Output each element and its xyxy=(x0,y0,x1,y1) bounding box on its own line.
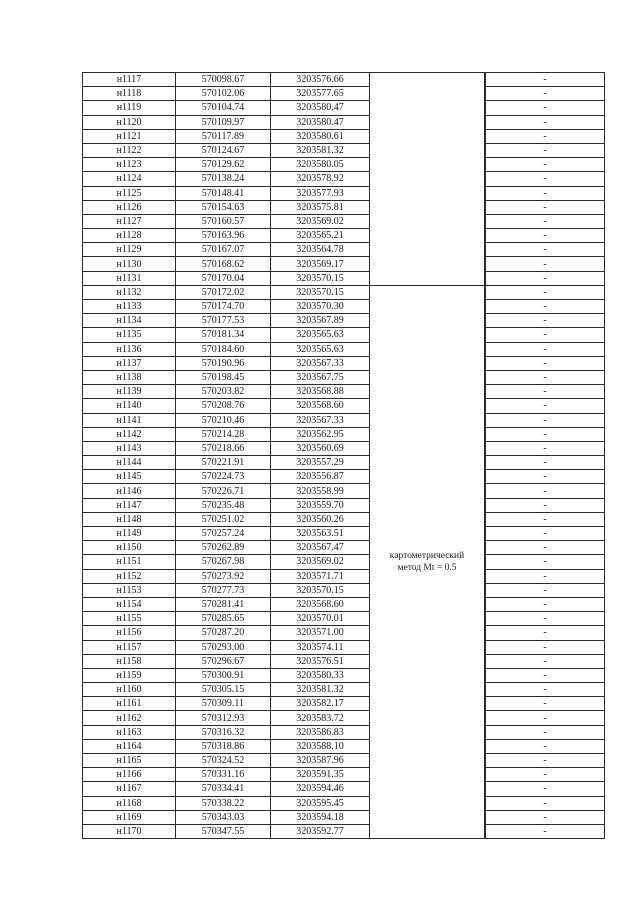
point-id-cell: н1147 xyxy=(83,498,176,512)
table-row xyxy=(83,413,605,427)
point-id-cell: н1122 xyxy=(83,143,176,157)
x-coordinate-cell: 570221.91 xyxy=(176,456,271,470)
point-id-cell: н1132 xyxy=(83,285,176,299)
x-coordinate-cell: 570251.02 xyxy=(176,512,271,526)
table-row xyxy=(83,115,605,129)
table-row xyxy=(83,214,605,228)
point-id-cell: н1158 xyxy=(83,654,176,668)
dash-cell: - xyxy=(486,87,605,101)
method-label-line2: метод Mt = 0.5 xyxy=(397,562,457,573)
dash-cell: - xyxy=(486,115,605,129)
table-row xyxy=(83,796,605,810)
x-coordinate-cell: 570262.89 xyxy=(176,541,271,555)
dash-cell: - xyxy=(486,739,605,753)
y-coordinate-cell: 3203588.10 xyxy=(271,739,370,753)
table-row xyxy=(83,243,605,257)
dash-cell: - xyxy=(486,782,605,796)
dash-cell: - xyxy=(486,101,605,115)
table-row xyxy=(83,427,605,441)
dash-cell: - xyxy=(486,498,605,512)
dash-cell: - xyxy=(486,796,605,810)
x-coordinate-cell: 570208.76 xyxy=(176,399,271,413)
point-id-cell: н1154 xyxy=(83,597,176,611)
point-id-cell: н1155 xyxy=(83,612,176,626)
table-row xyxy=(83,328,605,342)
point-id-cell: н1144 xyxy=(83,456,176,470)
table-row xyxy=(83,583,605,597)
point-id-cell: н1157 xyxy=(83,640,176,654)
y-coordinate-cell: 3203560.26 xyxy=(271,512,370,526)
x-coordinate-cell: 570104.74 xyxy=(176,101,271,115)
y-coordinate-cell: 3203581.32 xyxy=(271,683,370,697)
y-coordinate-cell: 3203563.51 xyxy=(271,527,370,541)
point-id-cell: н1117 xyxy=(83,73,176,87)
dash-cell: - xyxy=(486,441,605,455)
y-coordinate-cell: 3203577.93 xyxy=(271,186,370,200)
dash-cell: - xyxy=(486,314,605,328)
x-coordinate-cell: 570124.67 xyxy=(176,143,271,157)
table-row xyxy=(83,654,605,668)
table-row xyxy=(83,342,605,356)
point-id-cell: н1125 xyxy=(83,186,176,200)
point-id-cell: н1121 xyxy=(83,129,176,143)
point-id-cell: н1161 xyxy=(83,697,176,711)
dash-cell: - xyxy=(486,73,605,87)
point-id-cell: н1119 xyxy=(83,101,176,115)
point-id-cell: н1160 xyxy=(83,683,176,697)
y-coordinate-cell: 3203568.60 xyxy=(271,597,370,611)
dash-cell: - xyxy=(486,555,605,569)
y-coordinate-cell: 3203564.78 xyxy=(271,243,370,257)
x-coordinate-cell: 570190.96 xyxy=(176,356,271,370)
table-row xyxy=(83,683,605,697)
point-id-cell: н1140 xyxy=(83,399,176,413)
y-coordinate-cell: 3203580.33 xyxy=(271,668,370,682)
y-coordinate-cell: 3203570.30 xyxy=(271,300,370,314)
x-coordinate-cell: 570138.24 xyxy=(176,172,271,186)
point-id-cell: н1136 xyxy=(83,342,176,356)
table-row xyxy=(83,597,605,611)
x-coordinate-cell: 570257.24 xyxy=(176,527,271,541)
table-row xyxy=(83,356,605,370)
y-coordinate-cell: 3203565.63 xyxy=(271,328,370,342)
y-coordinate-cell: 3203587.96 xyxy=(271,754,370,768)
dash-cell: - xyxy=(486,243,605,257)
y-coordinate-cell: 3203560.69 xyxy=(271,441,370,455)
point-id-cell: н1169 xyxy=(83,810,176,824)
dash-cell: - xyxy=(486,569,605,583)
dash-cell: - xyxy=(486,597,605,611)
dash-cell: - xyxy=(486,257,605,271)
table-row xyxy=(83,484,605,498)
table-row xyxy=(83,498,605,512)
x-coordinate-cell: 570168.62 xyxy=(176,257,271,271)
point-id-cell: н1151 xyxy=(83,555,176,569)
x-coordinate-cell: 570098.67 xyxy=(176,73,271,87)
table-row xyxy=(83,470,605,484)
y-coordinate-cell: 3203559.70 xyxy=(271,498,370,512)
point-id-cell: н1159 xyxy=(83,668,176,682)
table-row xyxy=(83,725,605,739)
x-coordinate-cell: 570163.96 xyxy=(176,229,271,243)
point-id-cell: н1152 xyxy=(83,569,176,583)
dash-cell: - xyxy=(486,697,605,711)
y-coordinate-cell: 3203556.87 xyxy=(271,470,370,484)
point-id-cell: н1156 xyxy=(83,626,176,640)
y-coordinate-cell: 3203594.18 xyxy=(271,810,370,824)
table-row xyxy=(83,271,605,285)
point-id-cell: н1126 xyxy=(83,200,176,214)
x-coordinate-cell: 570160.57 xyxy=(176,214,271,228)
y-coordinate-cell: 3203571.00 xyxy=(271,626,370,640)
table-row xyxy=(83,300,605,314)
method-cell-empty xyxy=(370,73,485,286)
y-coordinate-cell: 3203580.47 xyxy=(271,115,370,129)
x-coordinate-cell: 570174.70 xyxy=(176,300,271,314)
table-row xyxy=(83,229,605,243)
table-row xyxy=(83,541,605,555)
x-coordinate-cell: 570102.06 xyxy=(176,87,271,101)
table-row xyxy=(83,697,605,711)
point-id-cell: н1139 xyxy=(83,385,176,399)
x-coordinate-cell: 570203.82 xyxy=(176,385,271,399)
point-id-cell: н1141 xyxy=(83,413,176,427)
point-id-cell: н1148 xyxy=(83,512,176,526)
table-row xyxy=(83,456,605,470)
y-coordinate-cell: 3203557.29 xyxy=(271,456,370,470)
dash-cell: - xyxy=(486,214,605,228)
dash-cell: - xyxy=(486,583,605,597)
point-id-cell: н1143 xyxy=(83,441,176,455)
dash-cell: - xyxy=(486,385,605,399)
dash-cell: - xyxy=(486,413,605,427)
dash-cell: - xyxy=(486,271,605,285)
point-id-cell: н1146 xyxy=(83,484,176,498)
x-coordinate-cell: 570273.92 xyxy=(176,569,271,583)
table-row xyxy=(83,370,605,384)
table-row xyxy=(83,129,605,143)
table-row xyxy=(83,754,605,768)
x-coordinate-cell: 570210.46 xyxy=(176,413,271,427)
dash-cell: - xyxy=(486,810,605,824)
dash-cell: - xyxy=(486,527,605,541)
point-id-cell: н1123 xyxy=(83,158,176,172)
point-id-cell: н1118 xyxy=(83,87,176,101)
point-id-cell: н1164 xyxy=(83,739,176,753)
x-coordinate-cell: 570218.66 xyxy=(176,441,271,455)
y-coordinate-cell: 3203583.72 xyxy=(271,711,370,725)
y-coordinate-cell: 3203571.71 xyxy=(271,569,370,583)
x-coordinate-cell: 570287.20 xyxy=(176,626,271,640)
y-coordinate-cell: 3203565.21 xyxy=(271,229,370,243)
y-coordinate-cell: 3203594.46 xyxy=(271,782,370,796)
x-coordinate-cell: 570331.16 xyxy=(176,768,271,782)
y-coordinate-cell: 3203568.88 xyxy=(271,385,370,399)
table-row xyxy=(83,527,605,541)
dash-cell: - xyxy=(486,328,605,342)
dash-cell: - xyxy=(486,612,605,626)
method-label-line1: картометрический xyxy=(389,550,465,561)
dash-cell: - xyxy=(486,158,605,172)
table-row xyxy=(83,200,605,214)
table-row xyxy=(83,441,605,455)
x-coordinate-cell: 570224.73 xyxy=(176,470,271,484)
dash-cell: - xyxy=(486,768,605,782)
dash-cell: - xyxy=(486,654,605,668)
point-id-cell: н1162 xyxy=(83,711,176,725)
x-coordinate-cell: 570305.15 xyxy=(176,683,271,697)
table-row xyxy=(83,101,605,115)
x-coordinate-cell: 570235.48 xyxy=(176,498,271,512)
dash-cell: - xyxy=(486,229,605,243)
table-row xyxy=(83,385,605,399)
point-id-cell: н1165 xyxy=(83,754,176,768)
x-coordinate-cell: 570184.60 xyxy=(176,342,271,356)
table-row xyxy=(83,569,605,583)
table-row xyxy=(83,824,605,838)
dash-cell: - xyxy=(486,626,605,640)
table-row xyxy=(83,285,605,299)
y-coordinate-cell: 3203569.17 xyxy=(271,257,370,271)
dash-cell: - xyxy=(486,470,605,484)
dash-cell: - xyxy=(486,512,605,526)
x-coordinate-cell: 570316.32 xyxy=(176,725,271,739)
y-coordinate-cell: 3203574.11 xyxy=(271,640,370,654)
y-coordinate-cell: 3203568.60 xyxy=(271,399,370,413)
y-coordinate-cell: 3203591.35 xyxy=(271,768,370,782)
x-coordinate-cell: 570267.98 xyxy=(176,555,271,569)
table-row xyxy=(83,739,605,753)
point-id-cell: н1128 xyxy=(83,229,176,243)
x-coordinate-cell: 570318.86 xyxy=(176,739,271,753)
table-row xyxy=(83,626,605,640)
y-coordinate-cell: 3203577.65 xyxy=(271,87,370,101)
y-coordinate-cell: 3203565.63 xyxy=(271,342,370,356)
x-coordinate-cell: 570198.45 xyxy=(176,370,271,384)
point-id-cell: н1124 xyxy=(83,172,176,186)
dash-cell: - xyxy=(486,754,605,768)
point-id-cell: н1142 xyxy=(83,427,176,441)
x-coordinate-cell: 570226.71 xyxy=(176,484,271,498)
x-coordinate-cell: 570148.41 xyxy=(176,186,271,200)
point-id-cell: н1129 xyxy=(83,243,176,257)
dash-cell: - xyxy=(486,711,605,725)
y-coordinate-cell: 3203576.51 xyxy=(271,654,370,668)
table-row xyxy=(83,257,605,271)
table-row xyxy=(83,87,605,101)
y-coordinate-cell: 3203595.45 xyxy=(271,796,370,810)
x-coordinate-cell: 570129.62 xyxy=(176,158,271,172)
table-row xyxy=(83,73,605,87)
point-id-cell: н1168 xyxy=(83,796,176,810)
x-coordinate-cell: 570343.03 xyxy=(176,810,271,824)
dash-cell: - xyxy=(486,129,605,143)
dash-cell: - xyxy=(486,370,605,384)
point-id-cell: н1137 xyxy=(83,356,176,370)
x-coordinate-cell: 570170.04 xyxy=(176,271,271,285)
y-coordinate-cell: 3203576.66 xyxy=(271,73,370,87)
point-id-cell: н1153 xyxy=(83,583,176,597)
x-coordinate-cell: 570117.89 xyxy=(176,129,271,143)
x-coordinate-cell: 570154.63 xyxy=(176,200,271,214)
method-label xyxy=(390,550,464,574)
dash-cell: - xyxy=(486,342,605,356)
point-id-cell: н1138 xyxy=(83,370,176,384)
dash-cell: - xyxy=(486,668,605,682)
y-coordinate-cell: 3203562.95 xyxy=(271,427,370,441)
dash-cell: - xyxy=(486,143,605,157)
x-coordinate-cell: 570309.11 xyxy=(176,697,271,711)
y-coordinate-cell: 3203567.33 xyxy=(271,413,370,427)
y-coordinate-cell: 3203569.02 xyxy=(271,214,370,228)
x-coordinate-cell: 570285.65 xyxy=(176,612,271,626)
dash-cell: - xyxy=(486,824,605,838)
point-id-cell: н1131 xyxy=(83,271,176,285)
x-coordinate-cell: 570347.55 xyxy=(176,824,271,838)
point-id-cell: н1150 xyxy=(83,541,176,555)
x-coordinate-cell: 570281.41 xyxy=(176,597,271,611)
y-coordinate-cell: 3203582.17 xyxy=(271,697,370,711)
x-coordinate-cell: 570214.28 xyxy=(176,427,271,441)
dash-cell: - xyxy=(486,399,605,413)
x-coordinate-cell: 570109.97 xyxy=(176,115,271,129)
dash-cell: - xyxy=(486,172,605,186)
x-coordinate-cell: 570296.67 xyxy=(176,654,271,668)
point-id-cell: н1130 xyxy=(83,257,176,271)
coordinates-table xyxy=(82,72,605,839)
y-coordinate-cell: 3203578.92 xyxy=(271,172,370,186)
point-id-cell: н1167 xyxy=(83,782,176,796)
point-id-cell: н1133 xyxy=(83,300,176,314)
y-coordinate-cell: 3203581.32 xyxy=(271,143,370,157)
point-id-cell: н1120 xyxy=(83,115,176,129)
table-row xyxy=(83,143,605,157)
dash-cell: - xyxy=(486,285,605,299)
dash-cell: - xyxy=(486,186,605,200)
table-row xyxy=(83,640,605,654)
x-coordinate-cell: 570312.93 xyxy=(176,711,271,725)
y-coordinate-cell: 3203558.99 xyxy=(271,484,370,498)
y-coordinate-cell: 3203570.15 xyxy=(271,271,370,285)
y-coordinate-cell: 3203569.02 xyxy=(271,555,370,569)
y-coordinate-cell: 3203586.83 xyxy=(271,725,370,739)
dash-cell: - xyxy=(486,541,605,555)
point-id-cell: н1127 xyxy=(83,214,176,228)
table-row xyxy=(83,668,605,682)
y-coordinate-cell: 3203567.89 xyxy=(271,314,370,328)
y-coordinate-cell: 3203580.47 xyxy=(271,101,370,115)
table-row xyxy=(83,711,605,725)
point-id-cell: н1170 xyxy=(83,824,176,838)
dash-cell: - xyxy=(486,427,605,441)
x-coordinate-cell: 570293.00 xyxy=(176,640,271,654)
x-coordinate-cell: 570334.41 xyxy=(176,782,271,796)
table-row xyxy=(83,782,605,796)
method-cell xyxy=(370,285,485,838)
x-coordinate-cell: 570167.07 xyxy=(176,243,271,257)
y-coordinate-cell: 3203592.77 xyxy=(271,824,370,838)
x-coordinate-cell: 570177.53 xyxy=(176,314,271,328)
x-coordinate-cell: 570338.22 xyxy=(176,796,271,810)
y-coordinate-cell: 3203567.75 xyxy=(271,370,370,384)
table-row xyxy=(83,612,605,626)
point-id-cell: н1134 xyxy=(83,314,176,328)
x-coordinate-cell: 570324.52 xyxy=(176,754,271,768)
point-id-cell: н1166 xyxy=(83,768,176,782)
y-coordinate-cell: 3203575.81 xyxy=(271,200,370,214)
dash-cell: - xyxy=(486,300,605,314)
point-id-cell: н1163 xyxy=(83,725,176,739)
table-row xyxy=(83,172,605,186)
x-coordinate-cell: 570300.91 xyxy=(176,668,271,682)
x-coordinate-cell: 570172.02 xyxy=(176,285,271,299)
point-id-cell: н1145 xyxy=(83,470,176,484)
dash-cell: - xyxy=(486,725,605,739)
y-coordinate-cell: 3203580.05 xyxy=(271,158,370,172)
table-row xyxy=(83,158,605,172)
y-coordinate-cell: 3203570.01 xyxy=(271,612,370,626)
y-coordinate-cell: 3203570.15 xyxy=(271,285,370,299)
coordinates-table-body xyxy=(83,73,605,839)
table-row xyxy=(83,314,605,328)
dash-cell: - xyxy=(486,356,605,370)
table-row xyxy=(83,186,605,200)
table-row xyxy=(83,768,605,782)
x-coordinate-cell: 570181.34 xyxy=(176,328,271,342)
point-id-cell: н1135 xyxy=(83,328,176,342)
y-coordinate-cell: 3203580.61 xyxy=(271,129,370,143)
table-row xyxy=(83,399,605,413)
point-id-cell: н1149 xyxy=(83,527,176,541)
y-coordinate-cell: 3203567.33 xyxy=(271,356,370,370)
y-coordinate-cell: 3203570.15 xyxy=(271,583,370,597)
dash-cell: - xyxy=(486,640,605,654)
x-coordinate-cell: 570277.73 xyxy=(176,583,271,597)
dash-cell: - xyxy=(486,456,605,470)
y-coordinate-cell: 3203567.47 xyxy=(271,541,370,555)
dash-cell: - xyxy=(486,484,605,498)
dash-cell: - xyxy=(486,200,605,214)
table-row xyxy=(83,810,605,824)
dash-cell: - xyxy=(486,683,605,697)
table-row xyxy=(83,512,605,526)
table-row xyxy=(83,555,605,569)
